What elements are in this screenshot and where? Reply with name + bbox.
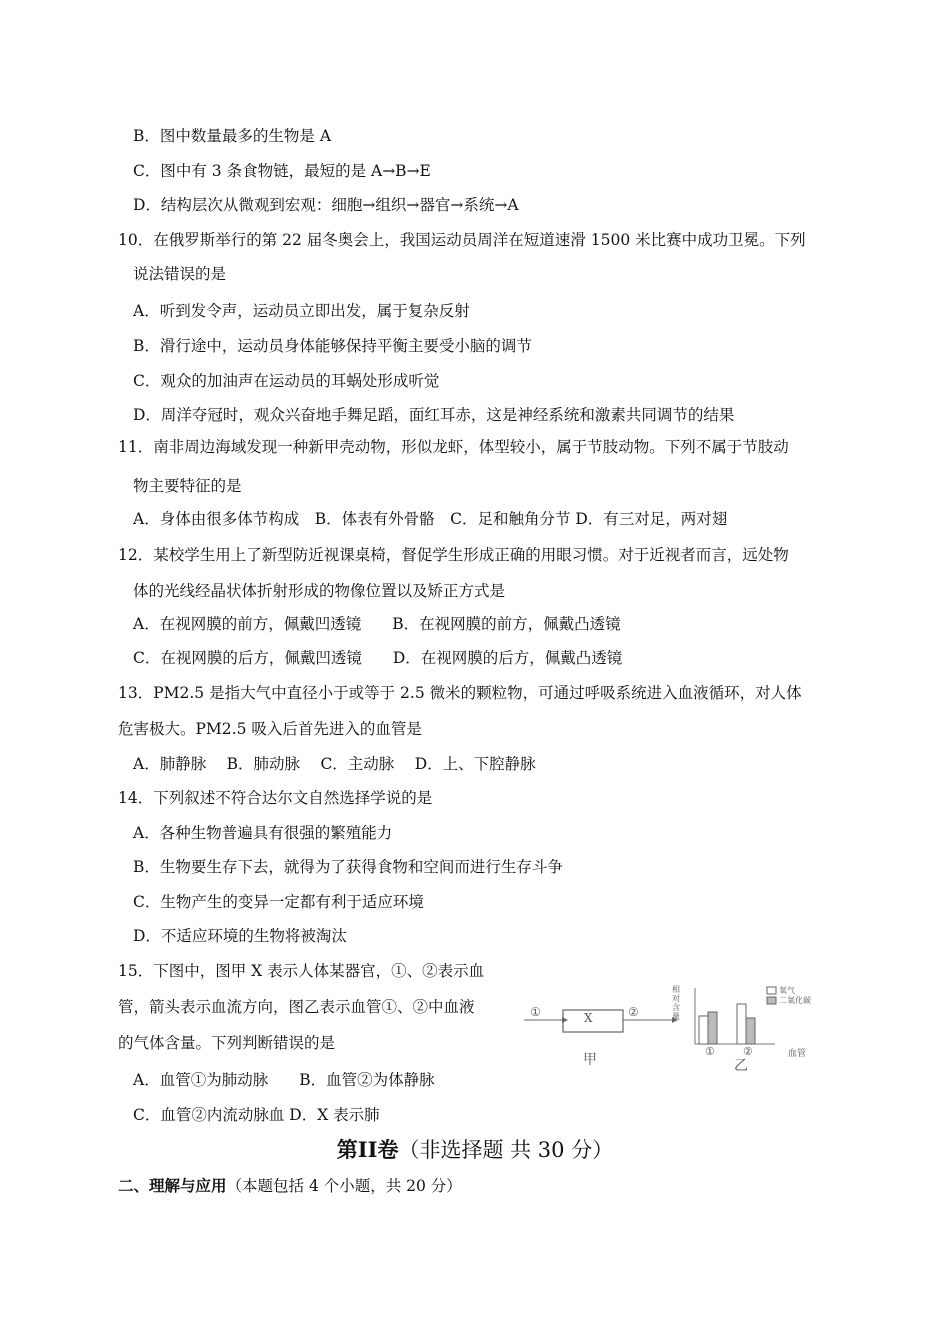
yi-caption: 乙 — [734, 1058, 748, 1074]
yi-x-axis-title: 血管 — [788, 1049, 807, 1059]
yi-bar-vessel1-o2 — [699, 1016, 708, 1044]
part-2-title-bold: 第II卷 — [336, 1137, 399, 1162]
q9-option-b: B．图中数量最多的生物是 A — [133, 127, 332, 145]
q11-stem-line1: 11．南非周边海域发现一种新甲壳动物，形似龙虾，体型较小，属于节肢动物。下列不属于节肢动 — [118, 438, 789, 456]
q10-option-a: A．听到发令声，运动员立即出发，属于复杂反射 — [133, 302, 470, 320]
yi-x-label-vessel2: ② — [743, 1045, 753, 1058]
q9-option-c: C．图中有 3 条食物链，最短的是 A→B→E — [133, 162, 431, 180]
q10-stem-line2: 说法错误的是 — [133, 265, 227, 283]
q13-options: A．肺静脉 B．肺动脉 C．主动脉 D．上、下腔静脉 — [133, 755, 536, 773]
q15-options-ab: A．血管①为肺动脉 B．血管②为体静脉 — [133, 1071, 435, 1089]
q13-stem-line2: 危害极大。PM2.5 吸入后首先进入的血管是 — [118, 720, 422, 738]
q10-option-b: B．滑行途中，运动员身体能够保持平衡主要受小脑的调节 — [133, 337, 532, 355]
q10-option-c: C．观众的加油声在运动员的耳蜗处形成听觉 — [133, 372, 440, 390]
q12-options-cd: C．在视网膜的后方，佩戴凹透镜 D．在视网膜的后方，佩戴凸透镜 — [133, 649, 623, 667]
q14-option-a: A．各种生物普遍具有很强的繁殖能力 — [133, 824, 393, 842]
q12-options-ab: A．在视网膜的前方，佩戴凹透镜 B．在视网膜的前方，佩戴凸透镜 — [133, 615, 621, 633]
yi-bar-vessel2-o2 — [737, 1004, 746, 1044]
organ-x-box — [563, 1010, 623, 1032]
yi-legend-o2-swatch — [767, 987, 776, 994]
jia-vessel-out-label: ② — [628, 1005, 639, 1019]
section-2-heading — [118, 1176, 462, 1196]
q15-stem-line3: 的气体含量。下列判断错误的是 — [118, 1034, 336, 1052]
yi-legend-co2-swatch — [767, 997, 776, 1004]
q14-option-c: C．生物产生的变异一定都有利于适应环境 — [133, 893, 424, 911]
q15-options-cd: C．血管②内流动脉血 D．X 表示肺 — [133, 1106, 380, 1124]
section-2-head: 二、理解与应用 — [118, 1176, 227, 1195]
q14-option-d: D．不适应环境的生物将被淘汰 — [133, 927, 347, 945]
q11-stem-line2: 物主要特征的是 — [133, 477, 242, 495]
yi-legend-co2: 二氧化碳 — [779, 996, 811, 1005]
part-2-title-rest: （非选择题 共 30 分） — [398, 1138, 614, 1162]
yi-x-label-vessel1: ① — [705, 1045, 715, 1058]
yi-bar-vessel2-co2 — [746, 1018, 755, 1044]
figure-jia — [520, 1000, 680, 1070]
jia-organ-x-label: X — [584, 1011, 593, 1025]
q12-stem-line1: 12．某校学生用上了新型防近视课桌椅，督促学生形成正确的用眼习惯。对于近视者而言，远处物 — [118, 546, 789, 564]
q11-options: A．身体由很多体节构成 B．体表有外骨骼 C．足和触角分节 D．有三对足，两对翅 — [133, 510, 728, 528]
jia-vessel-in-label: ① — [530, 1005, 541, 1019]
q10-option-d: D．周洋夺冠时，观众兴奋地手舞足蹈，面红耳赤，这是神经系统和激素共同调节的结果 — [133, 406, 735, 424]
section-2-note: （本题包括 4 个小题，共 20 分） — [226, 1177, 462, 1195]
q10-stem-line1: 10．在俄罗斯举行的第 22 届冬奥会上，我国运动员周洋在短道速滑 1500 米比赛中成功卫冕。下列 — [118, 231, 806, 249]
q13-stem-line1: 13．PM2.5 是指大气中直径小于或等于 2.5 微米的颗粒物，可通过呼吸系统进入血液循环，对人体 — [118, 684, 802, 702]
q14-option-b: B．生物要生存下去，就得为了获得食物和空间而进行生存斗争 — [133, 858, 563, 876]
q12-stem-line2: 体的光线经晶状体折射形成的物像位置以及矫正方式是 — [133, 582, 506, 600]
yi-y-label: 相对含量 — [672, 985, 680, 1021]
q9-option-d: D．结构层次从微观到宏观：细胞→组织→器官→系统→A — [133, 196, 519, 214]
q14-stem: 14．下列叙述不符合达尔文自然选择学说的是 — [118, 789, 433, 807]
jia-caption: 甲 — [583, 1052, 597, 1068]
part-2-title — [0, 1136, 950, 1164]
q15-stem-line2: 管，箭头表示血流方向，图乙表示血管①、②中血液 — [118, 998, 475, 1016]
yi-bar-vessel1-co2 — [708, 1012, 717, 1044]
yi-legend-o2: 氧气 — [779, 986, 795, 995]
q15-stem-line1: 15．下图中，图甲 X 表示人体某器官，①、②表示血 — [118, 962, 485, 980]
